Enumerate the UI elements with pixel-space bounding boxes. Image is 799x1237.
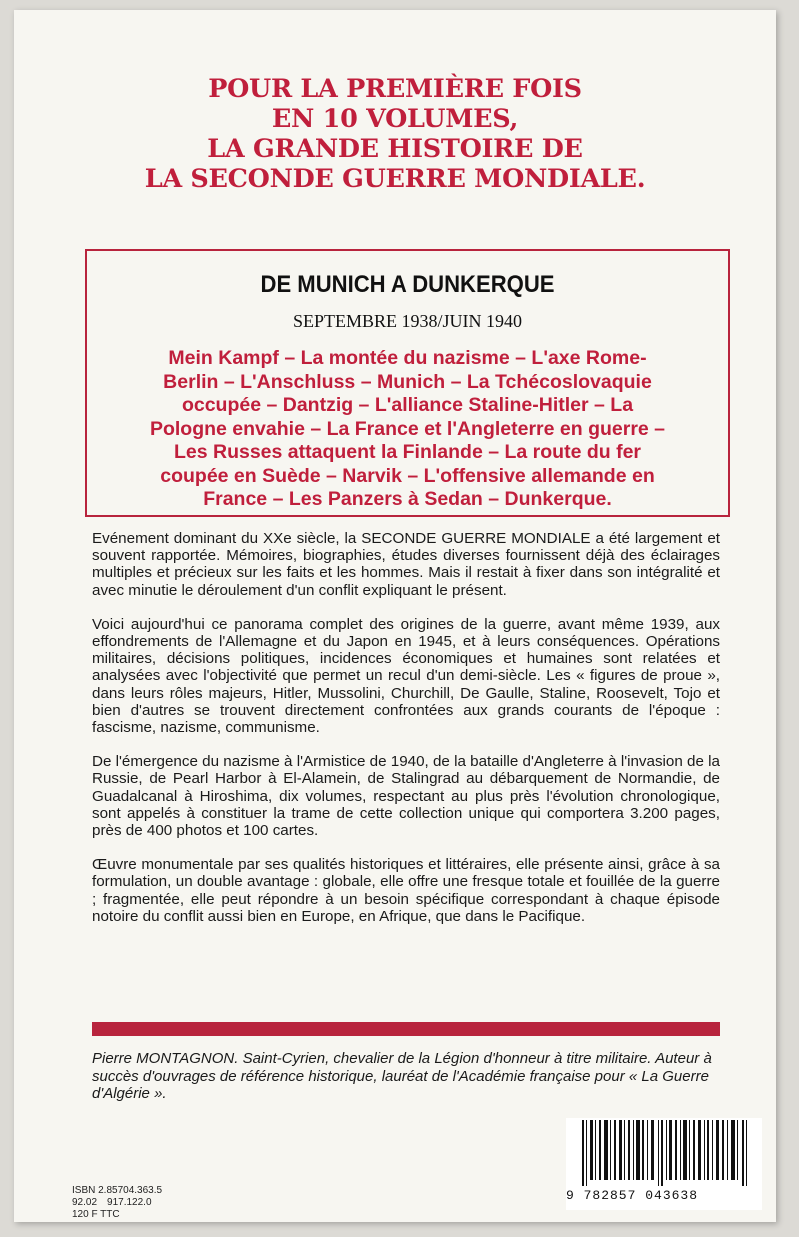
red-divider (92, 1022, 720, 1036)
topic-line: Les Russes attaquent la Finlande – La route du fer (173, 441, 642, 463)
barcode-number: 9 782857 043638 (566, 1188, 699, 1203)
price: 120 F TTC (72, 1209, 120, 1220)
paragraph-1: Evénement dominant du XXe siècle, la SECONDE GUERRE MONDIALE a été largement et souvent rapportée. Mémoires, biographies, études diverses fournissent déjà des éclairages multiples et précieux sur les faits et les hommes. Mais il restait à fixer dans son intégralité et avec minutie le déroulement d'un conflit expliquant le présent. (92, 530, 720, 599)
isbn-line: ISBN 2.85704.363.5 (72, 1185, 163, 1196)
isbn-code-b: 917.122.0 (107, 1197, 152, 1208)
headline-line-3: LA GRANDE HISTOIRE DE (207, 134, 583, 164)
topic-line: France – Les Panzers à Sedan – Dunkerque. (203, 488, 612, 510)
headline-line-2: EN 10 VOLUMES, (271, 104, 519, 134)
volume-summary-box (85, 249, 730, 517)
topic-line: occupée – Dantzig – L'alliance Staline-Hitler – La (181, 394, 634, 416)
headline-line-1: POUR LA PREMIÈRE FOIS (208, 74, 582, 104)
topic-line: Pologne envahie – La France et l'Angleterre en guerre – (149, 417, 666, 440)
paragraph-4: Œuvre monumentale par ses qualités historiques et littéraires, elle présente ainsi, grâce à sa formulation, un double avantage : globale, elle offre une fresque totale et fouillée de la guerre ; fragmentée, elle peut répondre à un besoin spécifique correspondant à chaque épisode notoire du conflit aussi bien en Europe, en Afrique, que dans le Pacifique. (92, 856, 720, 925)
topic-line: coupée en Suède – Narvik – L'offensive allemande en (160, 464, 655, 487)
headline (14, 74, 776, 194)
headline-line-4: LA SECONDE GUERRE MONDIALE. (144, 164, 646, 194)
volume-dates: SEPTEMBRE 1938/JUIN 1940 (292, 311, 523, 331)
description-text (92, 530, 720, 942)
topic-line: Berlin – L'Anschluss – Munich – La Tchécoslovaquie (163, 370, 652, 393)
book-back-cover (14, 10, 776, 1222)
paragraph-3: De l'émergence du nazisme à l'Armistice de 1940, de la bataille d'Angleterre à l'invasion de la Russie, de Pearl Harbor à El-Alamein, de Stalingrad au débarquement de Normandie, de Guadalcanal à Hiroshima, dix volumes, respectant au plus près l'évolution chronologique, sont appelés à constituer la trame de cette collection unique qui comportera 3.200 pages, près de 400 photos et 100 cartes. (92, 753, 720, 840)
isbn-block (72, 1185, 162, 1221)
isbn-code-a: 92.02 (72, 1197, 98, 1208)
isbn-codes (72, 1197, 162, 1209)
paragraph-2: Voici aujourd'hui ce panorama complet des origines de la guerre, avant même 1939, aux effondrements de l'Allemagne et du Japon en 1945, et à leurs conséquences. Opérations militaires, décisions politiques, incidences économiques et humaines sont relatées et analysées avec l'objectivité que permet un recul d'un demi-siècle. Les « figures de proue », dans leurs rôles majeurs, Hitler, Mussolini, Churchill, De Gaulle, Staline, Roosevelt, Tojo et bien d'autres se trouvent directement confrontées aux grands courants de l'époque : fascisme, nazisme, communisme. (92, 615, 720, 737)
topic-line: Mein Kampf – La montée du nazisme – L'axe Rome- (168, 347, 647, 369)
barcode-bars (576, 1120, 756, 1186)
volume-title: DE MUNICH A DUNKERQUE (260, 271, 555, 298)
author-bio: Pierre MONTAGNON. Saint-Cyrien, chevalier de la Légion d'honneur à titre militaire. Auteur à succès d'ouvrages de référence historique, lauréat de l'Académie française pour « La Guerre d'Algérie ». (92, 1050, 712, 1102)
barcode (566, 1118, 762, 1210)
volume-topics (87, 347, 728, 512)
